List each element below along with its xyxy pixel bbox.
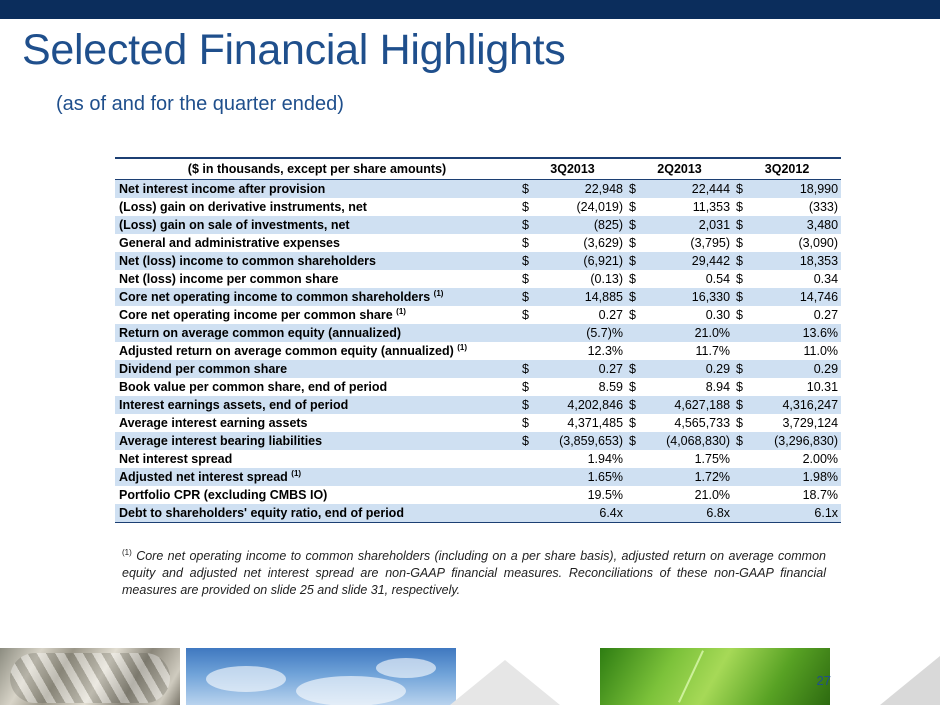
value-cell: (3,859,653) (533, 432, 626, 450)
value-cell: 0.27 (533, 360, 626, 378)
row-label-text: Adjusted net interest spread (119, 470, 288, 484)
row-label (115, 468, 519, 486)
value-cell: 8.94 (640, 378, 733, 396)
slide-subtitle: (as of and for the quarter ended) (56, 93, 344, 115)
currency-symbol: $ (733, 198, 747, 216)
currency-symbol: $ (733, 234, 747, 252)
value-cell: 18.7% (747, 486, 841, 504)
value-cell: 1.94% (533, 450, 626, 468)
value-cell: 0.29 (640, 360, 733, 378)
value-cell: 0.54 (640, 270, 733, 288)
currency-symbol: $ (519, 288, 533, 306)
sky-image (186, 648, 456, 705)
value-cell: 19.5% (533, 486, 626, 504)
currency-symbol (519, 504, 533, 523)
value-cell: 3,729,124 (747, 414, 841, 432)
currency-symbol: $ (626, 252, 640, 270)
row-label-text: Portfolio CPR (excluding CMBS IO) (119, 488, 328, 502)
value-cell: (3,795) (640, 234, 733, 252)
value-cell: 0.27 (533, 306, 626, 324)
row-label-text: Average interest earning assets (119, 416, 308, 430)
currency-symbol (733, 468, 747, 486)
table-row (115, 360, 841, 378)
value-cell: 4,627,188 (640, 396, 733, 414)
value-cell: (5.7)% (533, 324, 626, 342)
value-cell: (4,068,830) (640, 432, 733, 450)
currency-symbol: $ (519, 270, 533, 288)
currency-symbol: $ (733, 396, 747, 414)
table-row (115, 342, 841, 360)
currency-symbol: $ (733, 414, 747, 432)
table-row (115, 288, 841, 306)
table-row (115, 450, 841, 468)
value-cell: 6.4x (533, 504, 626, 523)
value-cell: (333) (747, 198, 841, 216)
footnote-ref: (1) (291, 468, 302, 478)
value-cell: 1.98% (747, 468, 841, 486)
row-label (115, 396, 519, 414)
row-label (115, 198, 519, 216)
currency-symbol: $ (626, 234, 640, 252)
row-label-text: Net interest income after provision (119, 182, 326, 196)
value-cell: (3,629) (533, 234, 626, 252)
currency-symbol: $ (733, 216, 747, 234)
row-label-text: Net interest spread (119, 452, 233, 466)
value-cell: 0.34 (747, 270, 841, 288)
currency-symbol: $ (733, 252, 747, 270)
row-label (115, 378, 519, 396)
currency-symbol: $ (626, 198, 640, 216)
currency-symbol: $ (733, 432, 747, 450)
value-cell: 4,565,733 (640, 414, 733, 432)
row-label (115, 252, 519, 270)
row-label (115, 432, 519, 450)
row-label (115, 234, 519, 252)
currency-symbol: $ (519, 198, 533, 216)
currency-symbol: $ (626, 216, 640, 234)
currency-symbol: $ (626, 288, 640, 306)
footnote-ref: (1) (396, 306, 406, 316)
currency-symbol (733, 342, 747, 360)
value-cell: 0.30 (640, 306, 733, 324)
currency-symbol: $ (626, 270, 640, 288)
footnote (122, 548, 826, 599)
row-label-text: Adjusted return on average common equity (annualized) (119, 344, 454, 358)
currency-symbol (626, 324, 640, 342)
value-cell: 14,746 (747, 288, 841, 306)
currency-symbol (519, 324, 533, 342)
currency-symbol: $ (519, 180, 533, 199)
value-cell: 1.65% (533, 468, 626, 486)
financial-highlights-table (115, 157, 841, 523)
value-cell: 18,353 (747, 252, 841, 270)
currency-symbol (733, 486, 747, 504)
currency-symbol: $ (733, 306, 747, 324)
value-cell: 6.8x (640, 504, 733, 523)
value-cell: (3,296,830) (747, 432, 841, 450)
currency-symbol (626, 468, 640, 486)
currency-symbol: $ (519, 216, 533, 234)
decorative-image-strip (0, 648, 940, 705)
value-cell: 21.0% (640, 486, 733, 504)
row-label-text: (Loss) gain on sale of investments, net (119, 218, 350, 232)
currency-symbol: $ (519, 378, 533, 396)
value-cell: 2,031 (640, 216, 733, 234)
leaf-image (600, 648, 830, 705)
row-label (115, 342, 519, 360)
table-row (115, 504, 841, 523)
footnote-text: Core net operating income to common shareholders (including on a per share basis), adjusted return on average common equity and adjusted net interest spread are non-GAAP financial measures. Reconciliations of these non-GAAP financial measures are provided on slide 25 and slide 31, respectively. (122, 549, 826, 597)
top-banner (0, 0, 940, 19)
value-cell: 2.00% (747, 450, 841, 468)
table-row (115, 180, 841, 199)
value-cell: (3,090) (747, 234, 841, 252)
value-cell: 6.1x (747, 504, 841, 523)
currency-symbol: $ (519, 432, 533, 450)
value-cell: 11.7% (640, 342, 733, 360)
value-cell: 1.75% (640, 450, 733, 468)
currency-symbol: $ (519, 306, 533, 324)
currency-symbol: $ (733, 270, 747, 288)
currency-symbol (733, 324, 747, 342)
table-header-row (115, 158, 841, 180)
table-row (115, 324, 841, 342)
row-label (115, 270, 519, 288)
row-label (115, 324, 519, 342)
currency-symbol: $ (733, 360, 747, 378)
grey-corner-shape (880, 656, 940, 705)
row-label-text: Debt to shareholders' equity ratio, end of period (119, 506, 404, 520)
value-cell: 16,330 (640, 288, 733, 306)
currency-symbol: $ (626, 378, 640, 396)
row-label-text: Interest earnings assets, end of period (119, 398, 349, 412)
currency-symbol (733, 504, 747, 523)
value-cell: (0.13) (533, 270, 626, 288)
row-label (115, 360, 519, 378)
value-cell: 0.29 (747, 360, 841, 378)
currency-symbol: $ (733, 180, 747, 199)
value-cell: 4,371,485 (533, 414, 626, 432)
table-row (115, 396, 841, 414)
table-row (115, 198, 841, 216)
rope-image (0, 648, 180, 705)
column-header: 3Q2012 (733, 158, 841, 180)
table-row (115, 270, 841, 288)
currency-symbol (519, 450, 533, 468)
value-cell: 18,990 (747, 180, 841, 199)
currency-symbol (733, 450, 747, 468)
table-body (115, 180, 841, 523)
table-row (115, 468, 841, 486)
value-cell: (6,921) (533, 252, 626, 270)
currency-symbol: $ (519, 414, 533, 432)
table-row (115, 234, 841, 252)
table-row (115, 378, 841, 396)
value-cell: 10.31 (747, 378, 841, 396)
currency-symbol: $ (626, 180, 640, 199)
value-cell: 29,442 (640, 252, 733, 270)
currency-symbol: $ (733, 378, 747, 396)
value-cell: 11.0% (747, 342, 841, 360)
currency-symbol: $ (519, 360, 533, 378)
table-row (115, 414, 841, 432)
value-cell: 22,948 (533, 180, 626, 199)
slide-title: Selected Financial Highlights (22, 26, 566, 74)
value-cell: (24,019) (533, 198, 626, 216)
currency-symbol: $ (519, 396, 533, 414)
value-cell: 8.59 (533, 378, 626, 396)
currency-symbol (519, 486, 533, 504)
value-cell: 13.6% (747, 324, 841, 342)
value-cell: 21.0% (640, 324, 733, 342)
currency-symbol: $ (626, 396, 640, 414)
table-row (115, 252, 841, 270)
currency-symbol (519, 468, 533, 486)
value-cell: 12.3% (533, 342, 626, 360)
row-label (115, 450, 519, 468)
column-header: 2Q2013 (626, 158, 733, 180)
currency-symbol: $ (519, 234, 533, 252)
value-cell: 14,885 (533, 288, 626, 306)
currency-symbol: $ (626, 432, 640, 450)
row-label (115, 288, 519, 306)
table-row (115, 486, 841, 504)
currency-symbol: $ (626, 360, 640, 378)
value-cell: 4,316,247 (747, 396, 841, 414)
currency-symbol (626, 342, 640, 360)
column-header: 3Q2013 (519, 158, 626, 180)
value-cell: 0.27 (747, 306, 841, 324)
row-label (115, 180, 519, 199)
table-row (115, 432, 841, 450)
currency-symbol (626, 486, 640, 504)
currency-symbol (519, 342, 533, 360)
table-header-label: ($ in thousands, except per share amounts) (115, 158, 519, 180)
table-row (115, 216, 841, 234)
value-cell: 1.72% (640, 468, 733, 486)
row-label (115, 216, 519, 234)
row-label-text: Net (loss) income to common shareholders (119, 254, 376, 268)
currency-symbol: $ (626, 414, 640, 432)
row-label-text: General and administrative expenses (119, 236, 340, 250)
row-label (115, 486, 519, 504)
row-label (115, 306, 519, 324)
footnote-ref: (1) (433, 288, 444, 298)
grey-triangle-shape (450, 660, 560, 705)
row-label (115, 414, 519, 432)
row-label-text: Return on average common equity (annualized) (119, 326, 401, 340)
row-label (115, 504, 519, 523)
row-label-text: Dividend per common share (119, 362, 288, 376)
currency-symbol (626, 450, 640, 468)
row-label-text: Core net operating income per common share (119, 308, 393, 322)
row-label-text: Book value per common share, end of period (119, 380, 388, 394)
footnote-ref: (1) (457, 342, 468, 352)
value-cell: 3,480 (747, 216, 841, 234)
row-label-text: Average interest bearing liabilities (119, 434, 323, 448)
currency-symbol: $ (626, 306, 640, 324)
currency-symbol: $ (519, 252, 533, 270)
table-row (115, 306, 841, 324)
value-cell: 4,202,846 (533, 396, 626, 414)
row-label-text: Core net operating income to common shareholders (119, 290, 431, 304)
footnote-marker: (1) (122, 547, 132, 557)
currency-symbol (626, 504, 640, 523)
row-label-text: Net (loss) income per common share (119, 272, 339, 286)
value-cell: 11,353 (640, 198, 733, 216)
value-cell: 22,444 (640, 180, 733, 199)
value-cell: (825) (533, 216, 626, 234)
page-number: 27 (816, 673, 831, 688)
row-label-text: (Loss) gain on derivative instruments, net (119, 200, 367, 214)
currency-symbol: $ (733, 288, 747, 306)
